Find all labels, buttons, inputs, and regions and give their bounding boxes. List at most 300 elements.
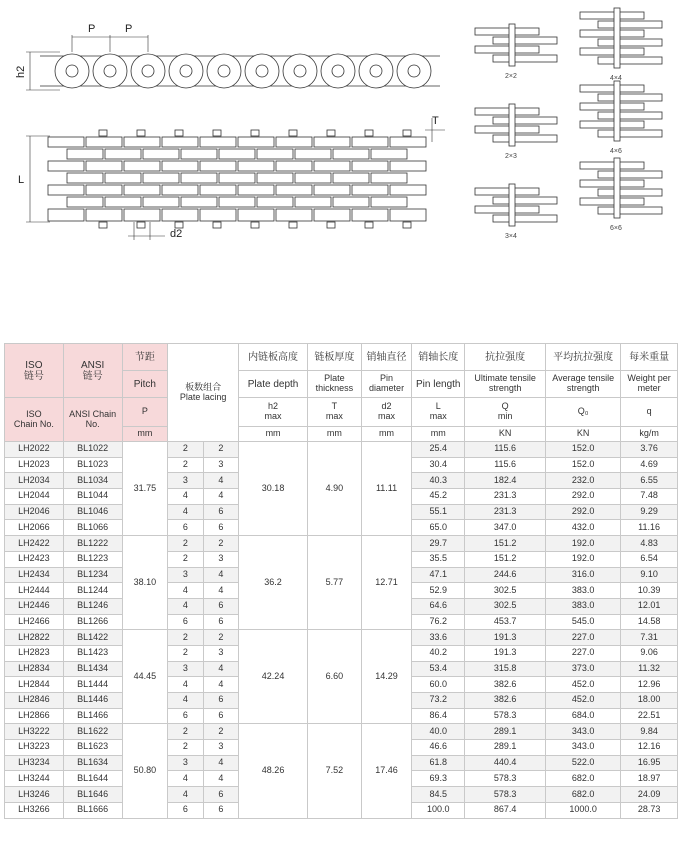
cell-plate-thickness: 6.60 [308, 630, 362, 724]
cell-pitch: 44.45 [122, 630, 168, 724]
cell-pin-length: 40.3 [412, 473, 465, 489]
cell-pin-length: 86.4 [412, 708, 465, 724]
cell-weight: 3.76 [621, 442, 678, 458]
cell-lacing-b: 2 [203, 536, 238, 552]
header-iso-zh: ISO 链号 [5, 344, 64, 398]
lacing-label: 2×3 [505, 153, 517, 160]
cell-lacing-b: 3 [203, 645, 238, 661]
cell-ansi-chain-no: BL1266 [63, 614, 122, 630]
header-d2-sym: d2 max [361, 398, 412, 427]
chain-plate [124, 161, 160, 171]
cell-average-tensile: 152.0 [546, 457, 621, 473]
cell-lacing-b: 6 [203, 598, 238, 614]
cell-ansi-chain-no: BL1422 [63, 630, 122, 646]
cell-plate-thickness: 7.52 [308, 724, 362, 818]
cell-ultimate-tensile: 578.3 [465, 771, 546, 787]
cell-iso-chain-no: LH2866 [5, 708, 64, 724]
cell-lacing-b: 4 [203, 473, 238, 489]
chain-plate [276, 185, 312, 195]
cell-ansi-chain-no: BL1444 [63, 677, 122, 693]
chain-plate [67, 173, 103, 183]
cell-lacing-b: 3 [203, 457, 238, 473]
chain-plate [200, 161, 236, 171]
table-row [5, 442, 678, 458]
cell-lacing-b: 6 [203, 504, 238, 520]
lacing-label: 2×2 [505, 73, 517, 80]
cell-pin-length: 47.1 [412, 567, 465, 583]
lacing-label: 4×4 [610, 75, 622, 82]
cell-iso-chain-no: LH2034 [5, 473, 64, 489]
cell-pin-length: 35.5 [412, 551, 465, 567]
cell-pin-length: 30.4 [412, 457, 465, 473]
chain-technical-drawing [0, 0, 680, 300]
cell-ansi-chain-no: BL1634 [63, 755, 122, 771]
chain-plate [257, 173, 293, 183]
header-ansi-zh: ANSI 链号 [63, 344, 122, 398]
dim-label-d2: d2 [170, 228, 183, 240]
cell-pin-length: 45.2 [412, 489, 465, 505]
chain-plate [219, 197, 255, 207]
cell-ansi-chain-no: BL1222 [63, 536, 122, 552]
chain-plate [86, 209, 122, 221]
cell-lacing-b: 6 [203, 802, 238, 818]
cell-average-tensile: 432.0 [546, 520, 621, 536]
header-w-sym: q [621, 398, 678, 427]
chain-plate [371, 149, 407, 159]
cell-pin-length: 61.8 [412, 755, 465, 771]
cell-iso-chain-no: LH2066 [5, 520, 64, 536]
cell-ultimate-tensile: 578.3 [465, 708, 546, 724]
header-q0-unit: KN [546, 427, 621, 442]
chain-link-plate [207, 54, 241, 88]
cell-ansi-chain-no: BL1223 [63, 551, 122, 567]
cell-iso-chain-no: LH3246 [5, 787, 64, 803]
cell-iso-chain-no: LH3266 [5, 802, 64, 818]
cell-weight: 12.96 [621, 677, 678, 693]
header-L-en: Pin length [412, 371, 465, 398]
cell-lacing-a: 3 [168, 473, 203, 489]
cell-iso-chain-no: LH3234 [5, 755, 64, 771]
cell-average-tensile: 684.0 [546, 708, 621, 724]
cell-average-tensile: 452.0 [546, 693, 621, 709]
cell-ansi-chain-no: BL1022 [63, 442, 122, 458]
chain-plate [276, 209, 312, 221]
cell-ultimate-tensile: 302.5 [465, 598, 546, 614]
cell-ansi-chain-no: BL1046 [63, 504, 122, 520]
cell-iso-chain-no: LH2446 [5, 598, 64, 614]
cell-ansi-chain-no: BL1423 [63, 645, 122, 661]
cell-weight: 4.69 [621, 457, 678, 473]
cell-average-tensile: 232.0 [546, 473, 621, 489]
cell-average-tensile: 343.0 [546, 740, 621, 756]
cell-average-tensile: 522.0 [546, 755, 621, 771]
cell-pitch: 38.10 [122, 536, 168, 630]
cell-ultimate-tensile: 115.6 [465, 457, 546, 473]
chain-plate [200, 137, 236, 147]
cell-pin-length: 25.4 [412, 442, 465, 458]
cell-ultimate-tensile: 191.3 [465, 630, 546, 646]
cell-ultimate-tensile: 347.0 [465, 520, 546, 536]
chain-plate [86, 185, 122, 195]
cell-ultimate-tensile: 231.3 [465, 504, 546, 520]
cell-average-tensile: 227.0 [546, 630, 621, 646]
chain-plate [333, 197, 369, 207]
header-w-en: Weight per meter [621, 371, 678, 398]
chain-plate [181, 197, 217, 207]
chain-plate [48, 209, 84, 221]
cell-ultimate-tensile: 440.4 [465, 755, 546, 771]
cell-lacing-b: 2 [203, 724, 238, 740]
cell-pin-length: 33.6 [412, 630, 465, 646]
cell-lacing-a: 4 [168, 771, 203, 787]
cell-iso-chain-no: LH2834 [5, 661, 64, 677]
header-t-en: Plate thickness [308, 371, 362, 398]
cell-iso-chain-no: LH2434 [5, 567, 64, 583]
chain-plate [162, 209, 198, 221]
chain-plate [390, 185, 426, 195]
cell-pin-length: 60.0 [412, 677, 465, 693]
chain-link-plate [245, 54, 279, 88]
header-pitch-en: Pitch [122, 371, 168, 398]
chain-top-view [48, 130, 426, 228]
chain-plate [219, 173, 255, 183]
cell-pin-diameter: 17.46 [361, 724, 412, 818]
cell-ultimate-tensile: 382.6 [465, 693, 546, 709]
cell-lacing-b: 4 [203, 677, 238, 693]
cell-weight: 9.06 [621, 645, 678, 661]
cell-ultimate-tensile: 867.4 [465, 802, 546, 818]
cell-average-tensile: 1000.0 [546, 802, 621, 818]
cell-weight: 12.01 [621, 598, 678, 614]
cell-weight: 11.16 [621, 520, 678, 536]
cell-ansi-chain-no: BL1244 [63, 583, 122, 599]
chain-plate [390, 161, 426, 171]
cell-lacing-b: 3 [203, 551, 238, 567]
cell-lacing-b: 6 [203, 520, 238, 536]
cell-average-tensile: 682.0 [546, 787, 621, 803]
cell-lacing-a: 3 [168, 567, 203, 583]
chain-plate [124, 137, 160, 147]
chain-plate [238, 209, 274, 221]
cell-iso-chain-no: LH2822 [5, 630, 64, 646]
cell-pin-length: 84.5 [412, 787, 465, 803]
chain-plate [48, 185, 84, 195]
table-row [5, 536, 678, 552]
chain-plate [390, 209, 426, 221]
header-h2-en: Plate depth [239, 371, 308, 398]
cell-pin-length: 100.0 [412, 802, 465, 818]
cell-pin-length: 29.7 [412, 536, 465, 552]
header-q0-zh: 平均抗拉强度 [546, 344, 621, 371]
cell-average-tensile: 152.0 [546, 442, 621, 458]
header-lacing: 板数组合 Plate lacing [168, 344, 239, 442]
chain-plate [181, 173, 217, 183]
chain-plate [238, 161, 274, 171]
cell-plate-thickness: 4.90 [308, 442, 362, 536]
cell-ultimate-tensile: 302.5 [465, 583, 546, 599]
cell-iso-chain-no: LH2044 [5, 489, 64, 505]
header-q-unit: KN [465, 427, 546, 442]
chain-link-plate [359, 54, 393, 88]
cell-ansi-chain-no: BL1034 [63, 473, 122, 489]
cell-pin-length: 73.2 [412, 693, 465, 709]
cell-lacing-a: 6 [168, 708, 203, 724]
chain-plate [219, 149, 255, 159]
cell-weight: 9.10 [621, 567, 678, 583]
cell-pin-length: 55.1 [412, 504, 465, 520]
chain-plate [314, 137, 350, 147]
dim-label-L: L [18, 174, 25, 186]
cell-ansi-chain-no: BL1246 [63, 598, 122, 614]
cell-weight: 24.09 [621, 787, 678, 803]
chain-plate [295, 173, 331, 183]
chain-plate [105, 149, 141, 159]
header-w-unit: kg/m [621, 427, 678, 442]
cell-ultimate-tensile: 315.8 [465, 661, 546, 677]
header-t-sym: T max [308, 398, 362, 427]
chain-plate [143, 173, 179, 183]
cell-lacing-b: 4 [203, 755, 238, 771]
cell-lacing-b: 4 [203, 583, 238, 599]
chain-link-plate [131, 54, 165, 88]
cell-pin-length: 65.0 [412, 520, 465, 536]
cell-pin-length: 53.4 [412, 661, 465, 677]
cell-average-tensile: 373.0 [546, 661, 621, 677]
cell-lacing-a: 3 [168, 755, 203, 771]
cell-pin-length: 46.6 [412, 740, 465, 756]
chain-plate [314, 161, 350, 171]
chain-plate [333, 149, 369, 159]
lacing-diagrams [475, 8, 662, 226]
chain-plate [314, 185, 350, 195]
cell-iso-chain-no: LH2022 [5, 442, 64, 458]
chain-link-plate [93, 54, 127, 88]
header-iso-en: ISO Chain No. [5, 398, 64, 442]
cell-lacing-a: 6 [168, 802, 203, 818]
cell-lacing-a: 2 [168, 442, 203, 458]
cell-weight: 10.39 [621, 583, 678, 599]
header-L-sym: L max [412, 398, 465, 427]
cell-lacing-b: 3 [203, 740, 238, 756]
cell-ultimate-tensile: 151.2 [465, 551, 546, 567]
cell-lacing-a: 4 [168, 677, 203, 693]
chain-plate [105, 173, 141, 183]
lacing-label: 3×4 [505, 233, 517, 240]
cell-average-tensile: 192.0 [546, 551, 621, 567]
cell-iso-chain-no: LH2422 [5, 536, 64, 552]
cell-ultimate-tensile: 453.7 [465, 614, 546, 630]
cell-weight: 22.51 [621, 708, 678, 724]
cell-lacing-b: 6 [203, 787, 238, 803]
header-h2-zh: 内链板高度 [239, 344, 308, 371]
chain-plate [143, 149, 179, 159]
cell-lacing-a: 4 [168, 693, 203, 709]
cell-lacing-a: 2 [168, 724, 203, 740]
cell-average-tensile: 292.0 [546, 489, 621, 505]
header-q-zh: 抗拉强度 [465, 344, 546, 371]
chain-plate [238, 137, 274, 147]
chain-plate [390, 137, 426, 147]
cell-ultimate-tensile: 115.6 [465, 442, 546, 458]
header-w-zh: 每米重量 [621, 344, 678, 371]
cell-lacing-b: 2 [203, 442, 238, 458]
cell-ansi-chain-no: BL1044 [63, 489, 122, 505]
cell-average-tensile: 316.0 [546, 567, 621, 583]
cell-iso-chain-no: LH2423 [5, 551, 64, 567]
chain-link-plate [169, 54, 203, 88]
cell-ansi-chain-no: BL1644 [63, 771, 122, 787]
chain-plate [257, 149, 293, 159]
chain-plate [124, 209, 160, 221]
cell-iso-chain-no: LH2023 [5, 457, 64, 473]
cell-average-tensile: 545.0 [546, 614, 621, 630]
cell-average-tensile: 682.0 [546, 771, 621, 787]
cell-weight: 18.97 [621, 771, 678, 787]
cell-weight: 16.95 [621, 755, 678, 771]
cell-average-tensile: 292.0 [546, 504, 621, 520]
cell-lacing-a: 2 [168, 630, 203, 646]
cell-pin-length: 64.6 [412, 598, 465, 614]
cell-pitch: 50.80 [122, 724, 168, 818]
chain-link-plate [55, 54, 89, 88]
chain-plate [162, 137, 198, 147]
header-ansi-en: ANSI Chain No. [63, 398, 122, 442]
chain-side-view [40, 54, 440, 88]
cell-iso-chain-no: LH2444 [5, 583, 64, 599]
dim-label-pitch-2: P [125, 23, 133, 35]
cell-weight: 11.32 [621, 661, 678, 677]
cell-pin-length: 76.2 [412, 614, 465, 630]
cell-weight: 6.55 [621, 473, 678, 489]
chain-plate [162, 161, 198, 171]
chain-plate [143, 197, 179, 207]
cell-weight: 9.84 [621, 724, 678, 740]
cell-lacing-b: 4 [203, 567, 238, 583]
cell-lacing-b: 6 [203, 693, 238, 709]
cell-pitch: 31.75 [122, 442, 168, 536]
cell-weight: 18.00 [621, 693, 678, 709]
cell-average-tensile: 192.0 [546, 536, 621, 552]
cell-iso-chain-no: LH3223 [5, 740, 64, 756]
cell-lacing-a: 2 [168, 457, 203, 473]
chain-link-plate [397, 54, 431, 88]
header-pitch-unit: mm [122, 427, 168, 442]
cell-lacing-b: 6 [203, 614, 238, 630]
cell-average-tensile: 452.0 [546, 677, 621, 693]
cell-pin-diameter: 12.71 [361, 536, 412, 630]
cell-lacing-b: 4 [203, 661, 238, 677]
header-h2-unit: mm [239, 427, 308, 442]
cell-iso-chain-no: LH3244 [5, 771, 64, 787]
cell-ansi-chain-no: BL1066 [63, 520, 122, 536]
chain-plate [48, 137, 84, 147]
cell-lacing-a: 4 [168, 489, 203, 505]
cell-weight: 7.48 [621, 489, 678, 505]
lacing-label: 4×6 [610, 148, 622, 155]
table-row [5, 630, 678, 646]
cell-lacing-a: 2 [168, 536, 203, 552]
dim-label-pitch-1: P [88, 23, 96, 35]
header-d2-en: Pin diameter [361, 371, 412, 398]
chain-plate [124, 185, 160, 195]
header-q-en: Ultimate tensile strength [465, 371, 546, 398]
cell-ansi-chain-no: BL1434 [63, 661, 122, 677]
cell-plate-depth: 36.2 [239, 536, 308, 630]
header-t-unit: mm [308, 427, 362, 442]
cell-plate-depth: 42.24 [239, 630, 308, 724]
cell-lacing-a: 6 [168, 614, 203, 630]
cell-average-tensile: 227.0 [546, 645, 621, 661]
chain-plate [352, 185, 388, 195]
chain-plate [314, 209, 350, 221]
chain-plate [67, 149, 103, 159]
cell-pin-length: 69.3 [412, 771, 465, 787]
cell-weight: 12.16 [621, 740, 678, 756]
header-pitch-sym: P [122, 398, 168, 427]
cell-lacing-a: 4 [168, 504, 203, 520]
cell-ultimate-tensile: 289.1 [465, 740, 546, 756]
dim-label-h2: h2 [15, 65, 27, 78]
cell-ansi-chain-no: BL1623 [63, 740, 122, 756]
cell-weight: 7.31 [621, 630, 678, 646]
chain-plate [295, 197, 331, 207]
header-L-zh: 销轴长度 [412, 344, 465, 371]
cell-iso-chain-no: LH2846 [5, 693, 64, 709]
cell-ultimate-tensile: 231.3 [465, 489, 546, 505]
cell-iso-chain-no: LH2466 [5, 614, 64, 630]
chain-plate [200, 209, 236, 221]
cell-lacing-a: 4 [168, 598, 203, 614]
header-t-zh: 链板厚度 [308, 344, 362, 371]
cell-weight: 6.54 [621, 551, 678, 567]
cell-average-tensile: 343.0 [546, 724, 621, 740]
cell-lacing-a: 6 [168, 520, 203, 536]
chain-plate [181, 149, 217, 159]
chain-plate [352, 209, 388, 221]
cell-ultimate-tensile: 151.2 [465, 536, 546, 552]
cell-pin-length: 40.2 [412, 645, 465, 661]
header-pitch-zh: 节距 [122, 344, 168, 371]
chain-plate [105, 197, 141, 207]
cell-iso-chain-no: LH2823 [5, 645, 64, 661]
cell-ansi-chain-no: BL1622 [63, 724, 122, 740]
header-L-unit: mm [412, 427, 465, 442]
header-d2-zh: 销轴直径 [361, 344, 412, 371]
cell-pin-length: 52.9 [412, 583, 465, 599]
cell-ultimate-tensile: 182.4 [465, 473, 546, 489]
cell-ultimate-tensile: 191.3 [465, 645, 546, 661]
chain-plate [352, 161, 388, 171]
cell-lacing-b: 4 [203, 489, 238, 505]
cell-iso-chain-no: LH2844 [5, 677, 64, 693]
chain-plate [67, 197, 103, 207]
cell-lacing-a: 4 [168, 787, 203, 803]
cell-lacing-b: 4 [203, 771, 238, 787]
lacing-label: 6×6 [610, 225, 622, 232]
cell-lacing-a: 2 [168, 551, 203, 567]
cell-ansi-chain-no: BL1666 [63, 802, 122, 818]
cell-ultimate-tensile: 289.1 [465, 724, 546, 740]
cell-lacing-b: 2 [203, 630, 238, 646]
chain-plate [276, 137, 312, 147]
header-d2-unit: mm [361, 427, 412, 442]
cell-weight: 28.73 [621, 802, 678, 818]
cell-weight: 14.58 [621, 614, 678, 630]
cell-average-tensile: 383.0 [546, 598, 621, 614]
table-row [5, 724, 678, 740]
cell-weight: 9.29 [621, 504, 678, 520]
header-q0-sym: Q₀ [546, 398, 621, 427]
